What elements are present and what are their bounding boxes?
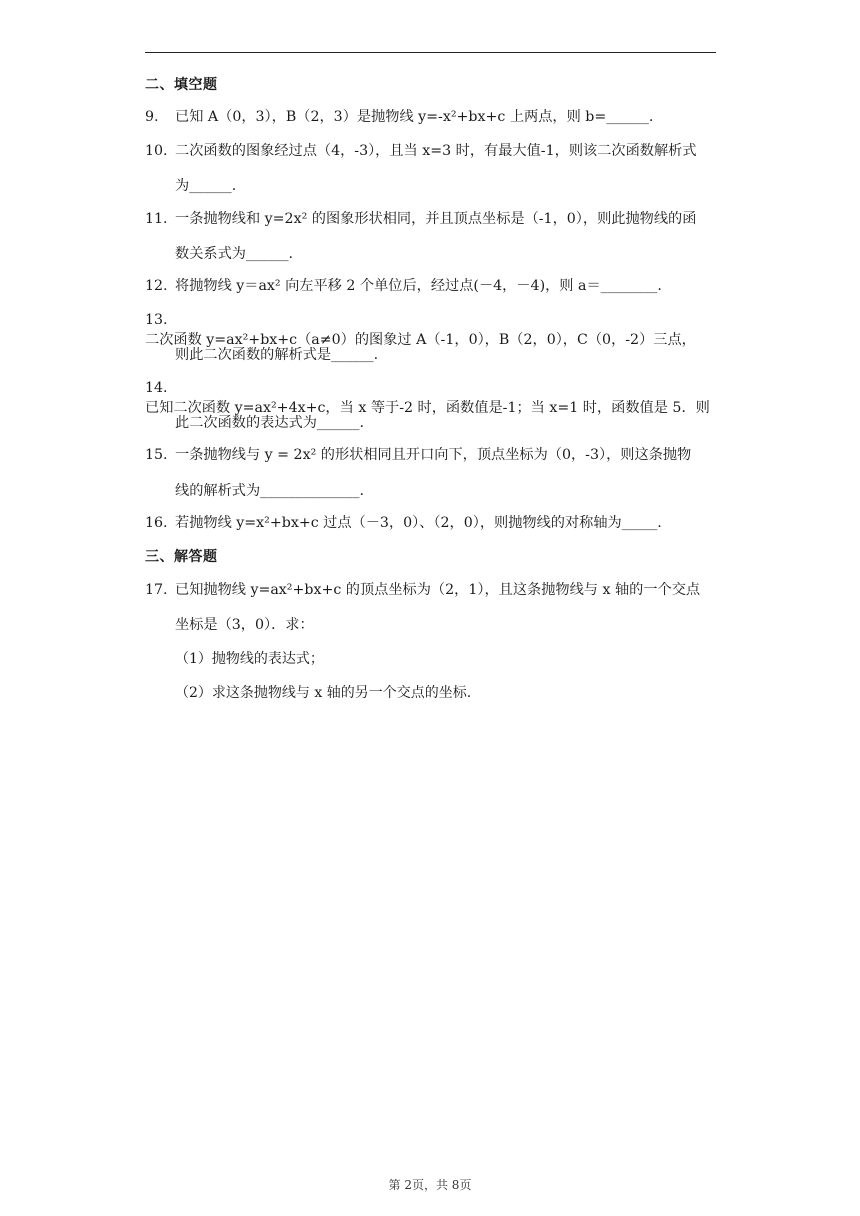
question-17-part-2: （2）求这条抛物线与 x 轴的另一个交点的坐标. — [175, 685, 472, 701]
header-rule — [145, 52, 716, 53]
question-12 — [145, 276, 720, 296]
page-footer: 第 2页，共 8页 — [388, 1178, 472, 1192]
question-number: 12. — [145, 278, 168, 294]
question-text: 一条抛物线和 y=2x² 的图象形状相同，并且顶点坐标是（-1，0），则此抛物线的函 — [175, 211, 697, 227]
question-text: 一条抛物线与 y = 2x² 的形状相同且开口向下，顶点坐标为（0，-3），则这条抛物 — [175, 447, 692, 463]
question-13-continuation: 则此二次函数的解析式是______. — [175, 347, 379, 363]
question-number: 16. — [145, 515, 168, 531]
question-14-continuation: 此二次函数的表达式为______. — [175, 415, 364, 431]
question-17 — [145, 580, 720, 600]
question-15-continuation: 线的解析式为______________. — [175, 483, 364, 499]
question-15 — [145, 445, 720, 465]
question-text: 已知抛物线 y=ax²+bx+c 的顶点坐标为（2，1），且这条抛物线与 x 轴的一个交点 — [175, 582, 701, 598]
question-number: 10. — [145, 143, 168, 159]
question-number: 15. — [145, 447, 168, 463]
question-text: 二次函数的图象经过点（4，-3），且当 x=3 时，有最大值-1，则该二次函数解析式 — [175, 143, 697, 159]
question-number: 9. — [145, 109, 159, 125]
question-11 — [145, 209, 720, 229]
question-number: 13. — [145, 312, 168, 328]
question-number: 14. — [145, 380, 168, 396]
question-10-continuation: 为______. — [175, 178, 237, 194]
question-text: 已知二次函数 y=ax²+4x+c，当 x 等于-2 时，函数值是-1；当 x=1 时，函数值是 5．则 — [145, 400, 710, 416]
question-number: 17. — [145, 582, 168, 598]
section-heading-solve: 三、解答题 — [145, 549, 218, 565]
question-text: 二次函数 y=ax²+bx+c（a≠0）的图象过 A（-1，0），B（2，0），C（0，-2）三点， — [145, 332, 696, 348]
question-text: 已知 A（0，3），B（2，3）是抛物线 y=-x²+bx+c 上两点，则 b=______. — [175, 109, 654, 125]
question-11-continuation: 数关系式为______. — [175, 246, 294, 262]
question-text: 将抛物线 y＝ax² 向左平移 2 个单位后，经过点(－4，－4)，则 a＝________. — [175, 278, 662, 294]
question-number: 11. — [145, 211, 168, 227]
question-16 — [145, 513, 720, 533]
question-text: 若抛物线 y=x²+bx+c 过点（－3，0）、（2，0），则抛物线的对称轴为_____. — [175, 515, 662, 531]
question-9 — [145, 107, 720, 127]
section-heading-fill-in: 二、填空题 — [145, 77, 218, 93]
question-10 — [145, 141, 720, 161]
question-17-part-1: （1）抛物线的表达式； — [175, 651, 324, 667]
question-17-continuation: 坐标是（3，0）．求： — [175, 617, 314, 633]
